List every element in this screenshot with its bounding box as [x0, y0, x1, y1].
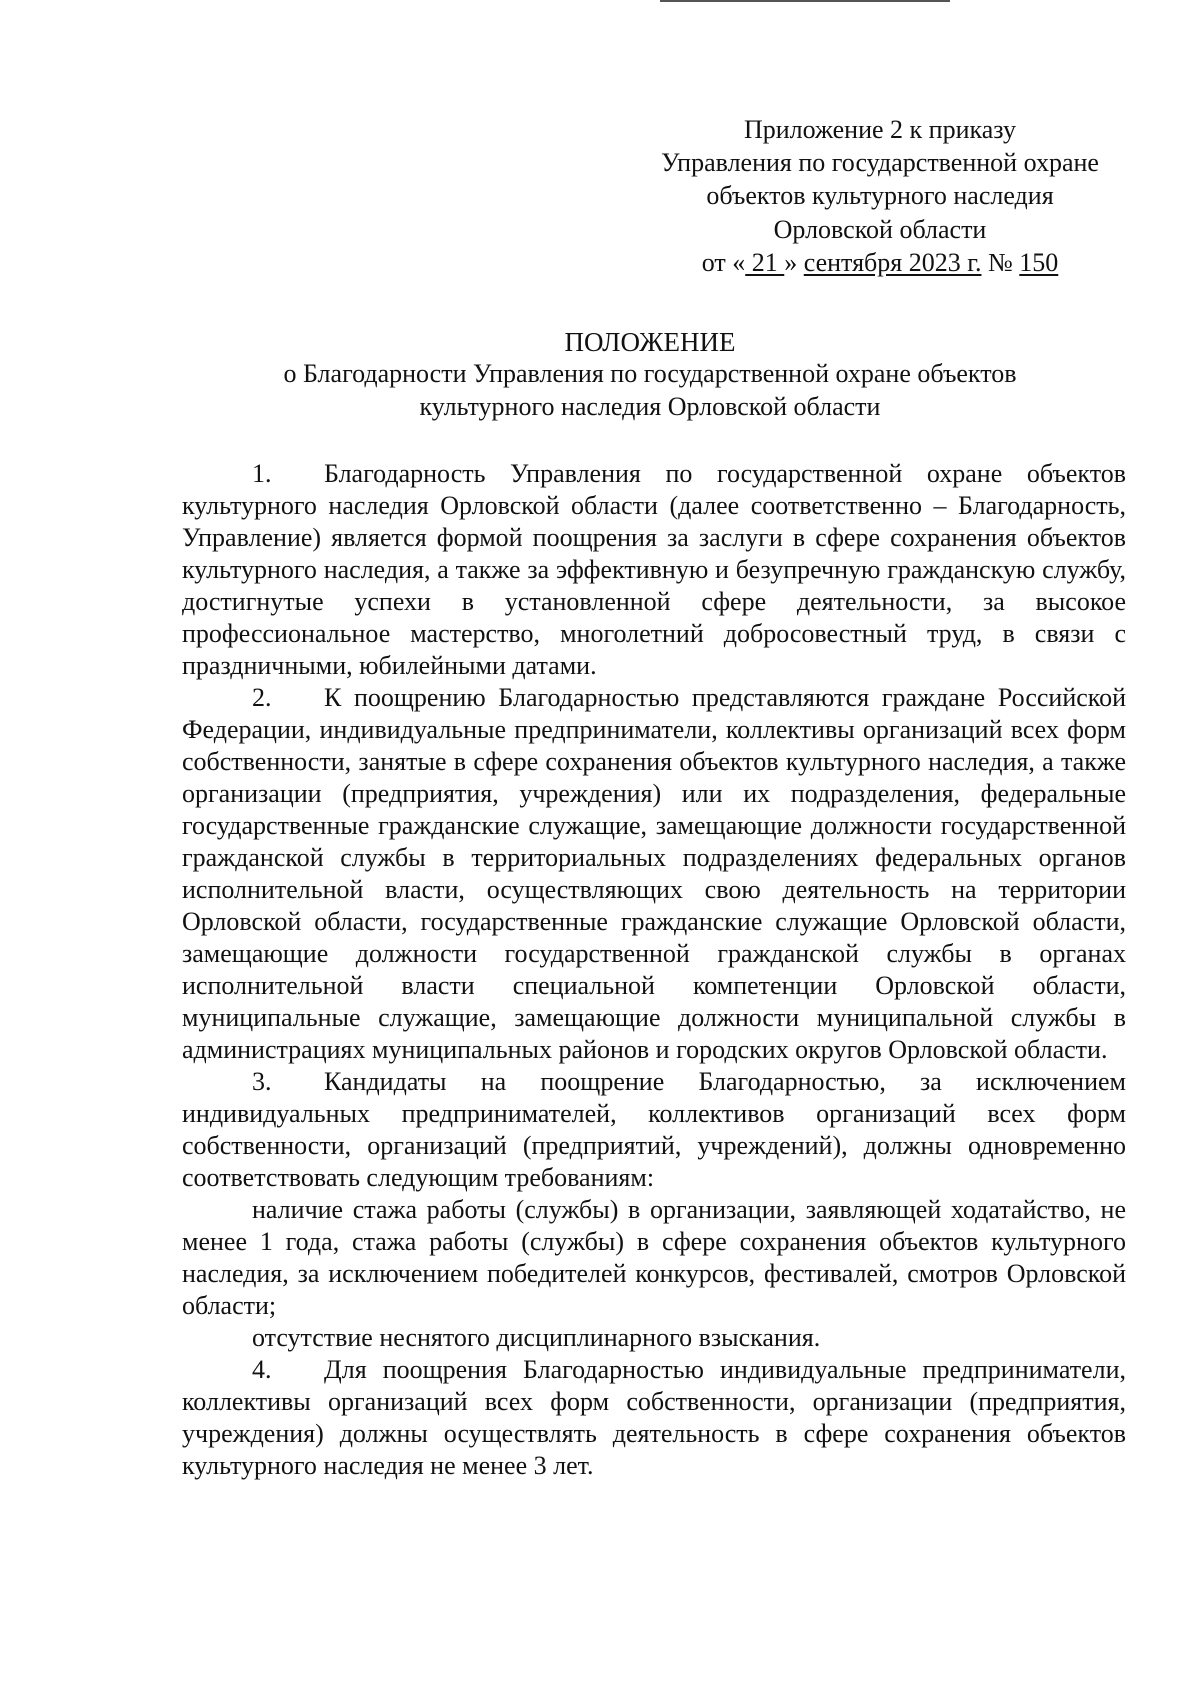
appendix-line-2: Управления по государственной охране [661, 148, 1099, 178]
clause-2 [182, 682, 1126, 1066]
appendix-line-3: объектов культурного наследия [706, 181, 1054, 211]
document-title: ПОЛОЖЕНИЕ [564, 327, 736, 357]
document-body [182, 458, 1126, 1482]
document-subtitle-line-1: о Благодарности Управления по государственной охране объектов [283, 359, 1017, 389]
appendix-block [630, 113, 1130, 279]
document-subtitle-line-2: культурного наследия Орловской области [419, 391, 881, 421]
requirement-text: отсутствие неснятого дисциплинарного взыскания. [252, 1323, 821, 1352]
requirement-text: наличие стажа работы (службы) в организации, заявляющей ходатайство, не менее 1 года, стажа работы (службы) в сфере сохранения объектов культурного наследия, за исключением победителей конкурсов, фестивалей, смотров Орловской области; [182, 1195, 1126, 1320]
order-prefix: от « [701, 247, 746, 277]
order-day: 21 [745, 247, 785, 277]
clause-text: Кандидаты на поощрение Благодарностью, за исключением индивидуальных предпринимателей, коллективов организаций всех форм собственности, организаций (предприятий, учреждений), должны одновременно соответствовать следующим требованиям: [182, 1067, 1126, 1192]
order-month-year: сентября 2023 г. [803, 247, 982, 277]
requirement-2 [182, 1322, 1126, 1354]
order-mid: » [784, 247, 804, 277]
clause-3 [182, 1066, 1126, 1194]
appendix-line-4: Орловской области [773, 214, 987, 244]
clause-text: Для поощрения Благодарностью индивидуальные предприниматели, коллективы организаций всех форм собственности, организации (предприятия, учреждения) должны осуществлять деятельность в сфере сохранения объектов культурного наследия не менее 3 лет. [182, 1355, 1126, 1480]
clause-4 [182, 1354, 1126, 1482]
clause-number: 4. [252, 1355, 272, 1384]
scan-top-rule [660, 0, 950, 2]
order-number-prefix: № [981, 247, 1020, 277]
order-number: 150 [1019, 247, 1059, 277]
appendix-line-1: Приложение 2 к приказу [743, 115, 1016, 144]
requirement-1 [182, 1194, 1126, 1322]
clause-1 [182, 458, 1126, 682]
clause-text: Благодарность Управления по государственной охране объектов культурного наследия Орловской области (далее соответственно – Благодарность, Управление) является формой поощрения за заслуги в сфере сохранения объектов культурного наследия, а также за эффективную и безупречную гражданскую службу, достигнутые успехи в установленной сфере деятельности, за высокое профессиональное мастерство, многолетний добросовестный труд, в связи с праздничными, юбилейными датами. [182, 459, 1126, 680]
order-reference [630, 246, 1130, 279]
clause-text: К поощрению Благодарностью представляются граждане Российской Федерации, индивидуальные предприниматели, коллективы организаций всех форм собственности, занятые в сфере сохранения объектов культурного наследия, а также организации (предприятия, учреждения) или их подразделения, федеральные государственные гражданские служащие, замещающие должности государственной гражданской службы в территориальных подразделениях федеральных органов исполнительной власти, осуществляющих свою деятельность на территории Орловской области, государственные гражданские служащие Орловской области, замещающие должности государственной гражданской службы в органах исполнительной власти специальной компетенции Орловской области, муниципальные служащие, замещающие должности муниципальной службы в администрациях муниципальных районов и городских округов Орловской области. [182, 683, 1126, 1064]
document-heading [200, 326, 1100, 423]
clause-number: 2. [252, 683, 272, 712]
clause-number: 1. [252, 459, 272, 488]
clause-number: 3. [252, 1067, 272, 1096]
